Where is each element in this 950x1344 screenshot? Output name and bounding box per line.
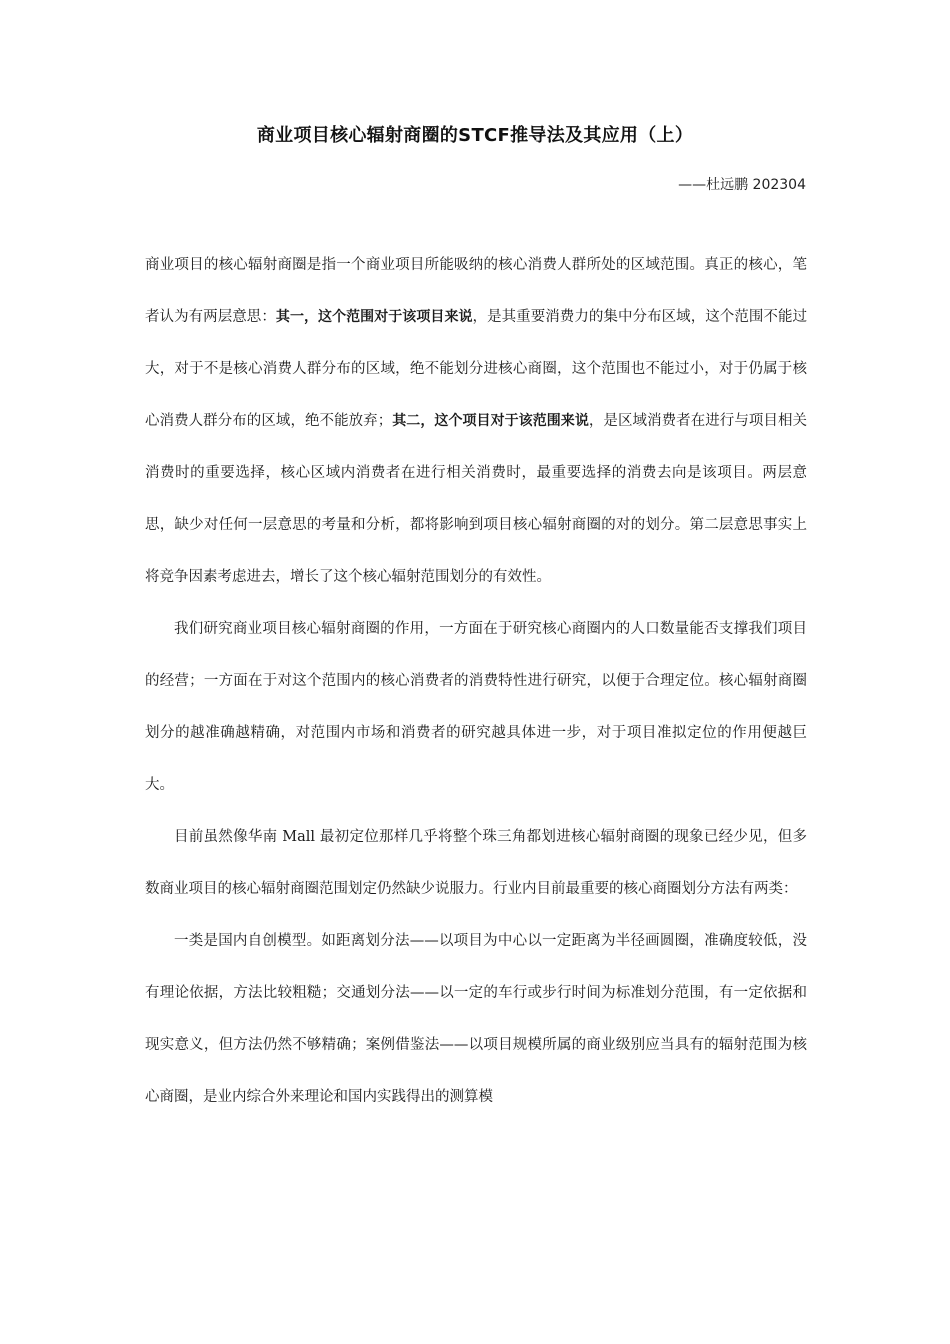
author-byline: ——杜远鹏 202304: [678, 177, 806, 193]
paragraph-1-text-c: ，是其重要消费力的集中分布区域，这个范围不能过大，对于不是核心消费人群分布的区域，绝不能划分进核心商圈，这个范围也不能过小，对于仍属于核心消费人群分布的区域，绝不能放弃；: [145, 309, 808, 429]
paragraph-1-bold-2: 其二，这个项目对于该范围来说: [392, 413, 589, 429]
paragraph-1-text-a: 商业项目的核心辐射商圈是指一个商业项目所能吸纳的核心消费人群所处的区域范围。真正的核心，笔者认为有两层意思：: [145, 257, 807, 325]
paragraph-1: [145, 239, 807, 603]
paragraph-3: 目前虽然像华南 Mall 最初定位那样几乎将整个珠三角都划进核心辐射商圈的现象已经少见，但多数商业项目的核心辐射商圈范围划定仍然缺少说服力。行业内目前最重要的核心商圈划分方法有两类：: [145, 829, 807, 897]
paragraph-4: 一类是国内自创模型。如距离划分法——以项目为中心以一定距离为半径画圆圈，准确度较低，没有理论依据，方法比较粗糙；交通划分法——以一定的车行或步行时间为标准划分范围，有一定依据和现实意义，但方法仍然不够精确；案例借鉴法——以项目规模所属的商业级别应当具有的辐射范围为核心商圈，是业内综合外来理论和国内实践得出的测算模: [145, 933, 807, 1105]
paragraph-1-text-d: ，是区域消费者在进行与项目相关消费时的重要选择，核心区域内消费者在进行相关消费时，最重要选择的消费去向是该项目。两层意思，缺少对任何一层意思的考量和分析，都将影响到项目核心辐射商圈的对的划分。第二层意思事实上将竞争因素考虑进去，增长了这个核心辐射范围划分的有效性。: [145, 413, 808, 585]
paragraph-1-bold-1: 其一，这个范围对于该项目来说: [275, 309, 473, 325]
paragraph-2: 我们研究商业项目核心辐射商圈的作用，一方面在于研究核心商圈内的人口数量能否支撑我们项目的经营；一方面在于对这个范围内的核心消费者的消费特性进行研究，以便于合理定位。核心辐射商圈划分的越准确越精确，对范围内市场和消费者的研究越具体进一步，对于项目准拟定位的作用便越巨大。: [145, 621, 807, 793]
document-body: [145, 239, 807, 1123]
document-title: 商业项目核心辐射商圈的STCF推导法及其应用（上）: [256, 125, 694, 146]
